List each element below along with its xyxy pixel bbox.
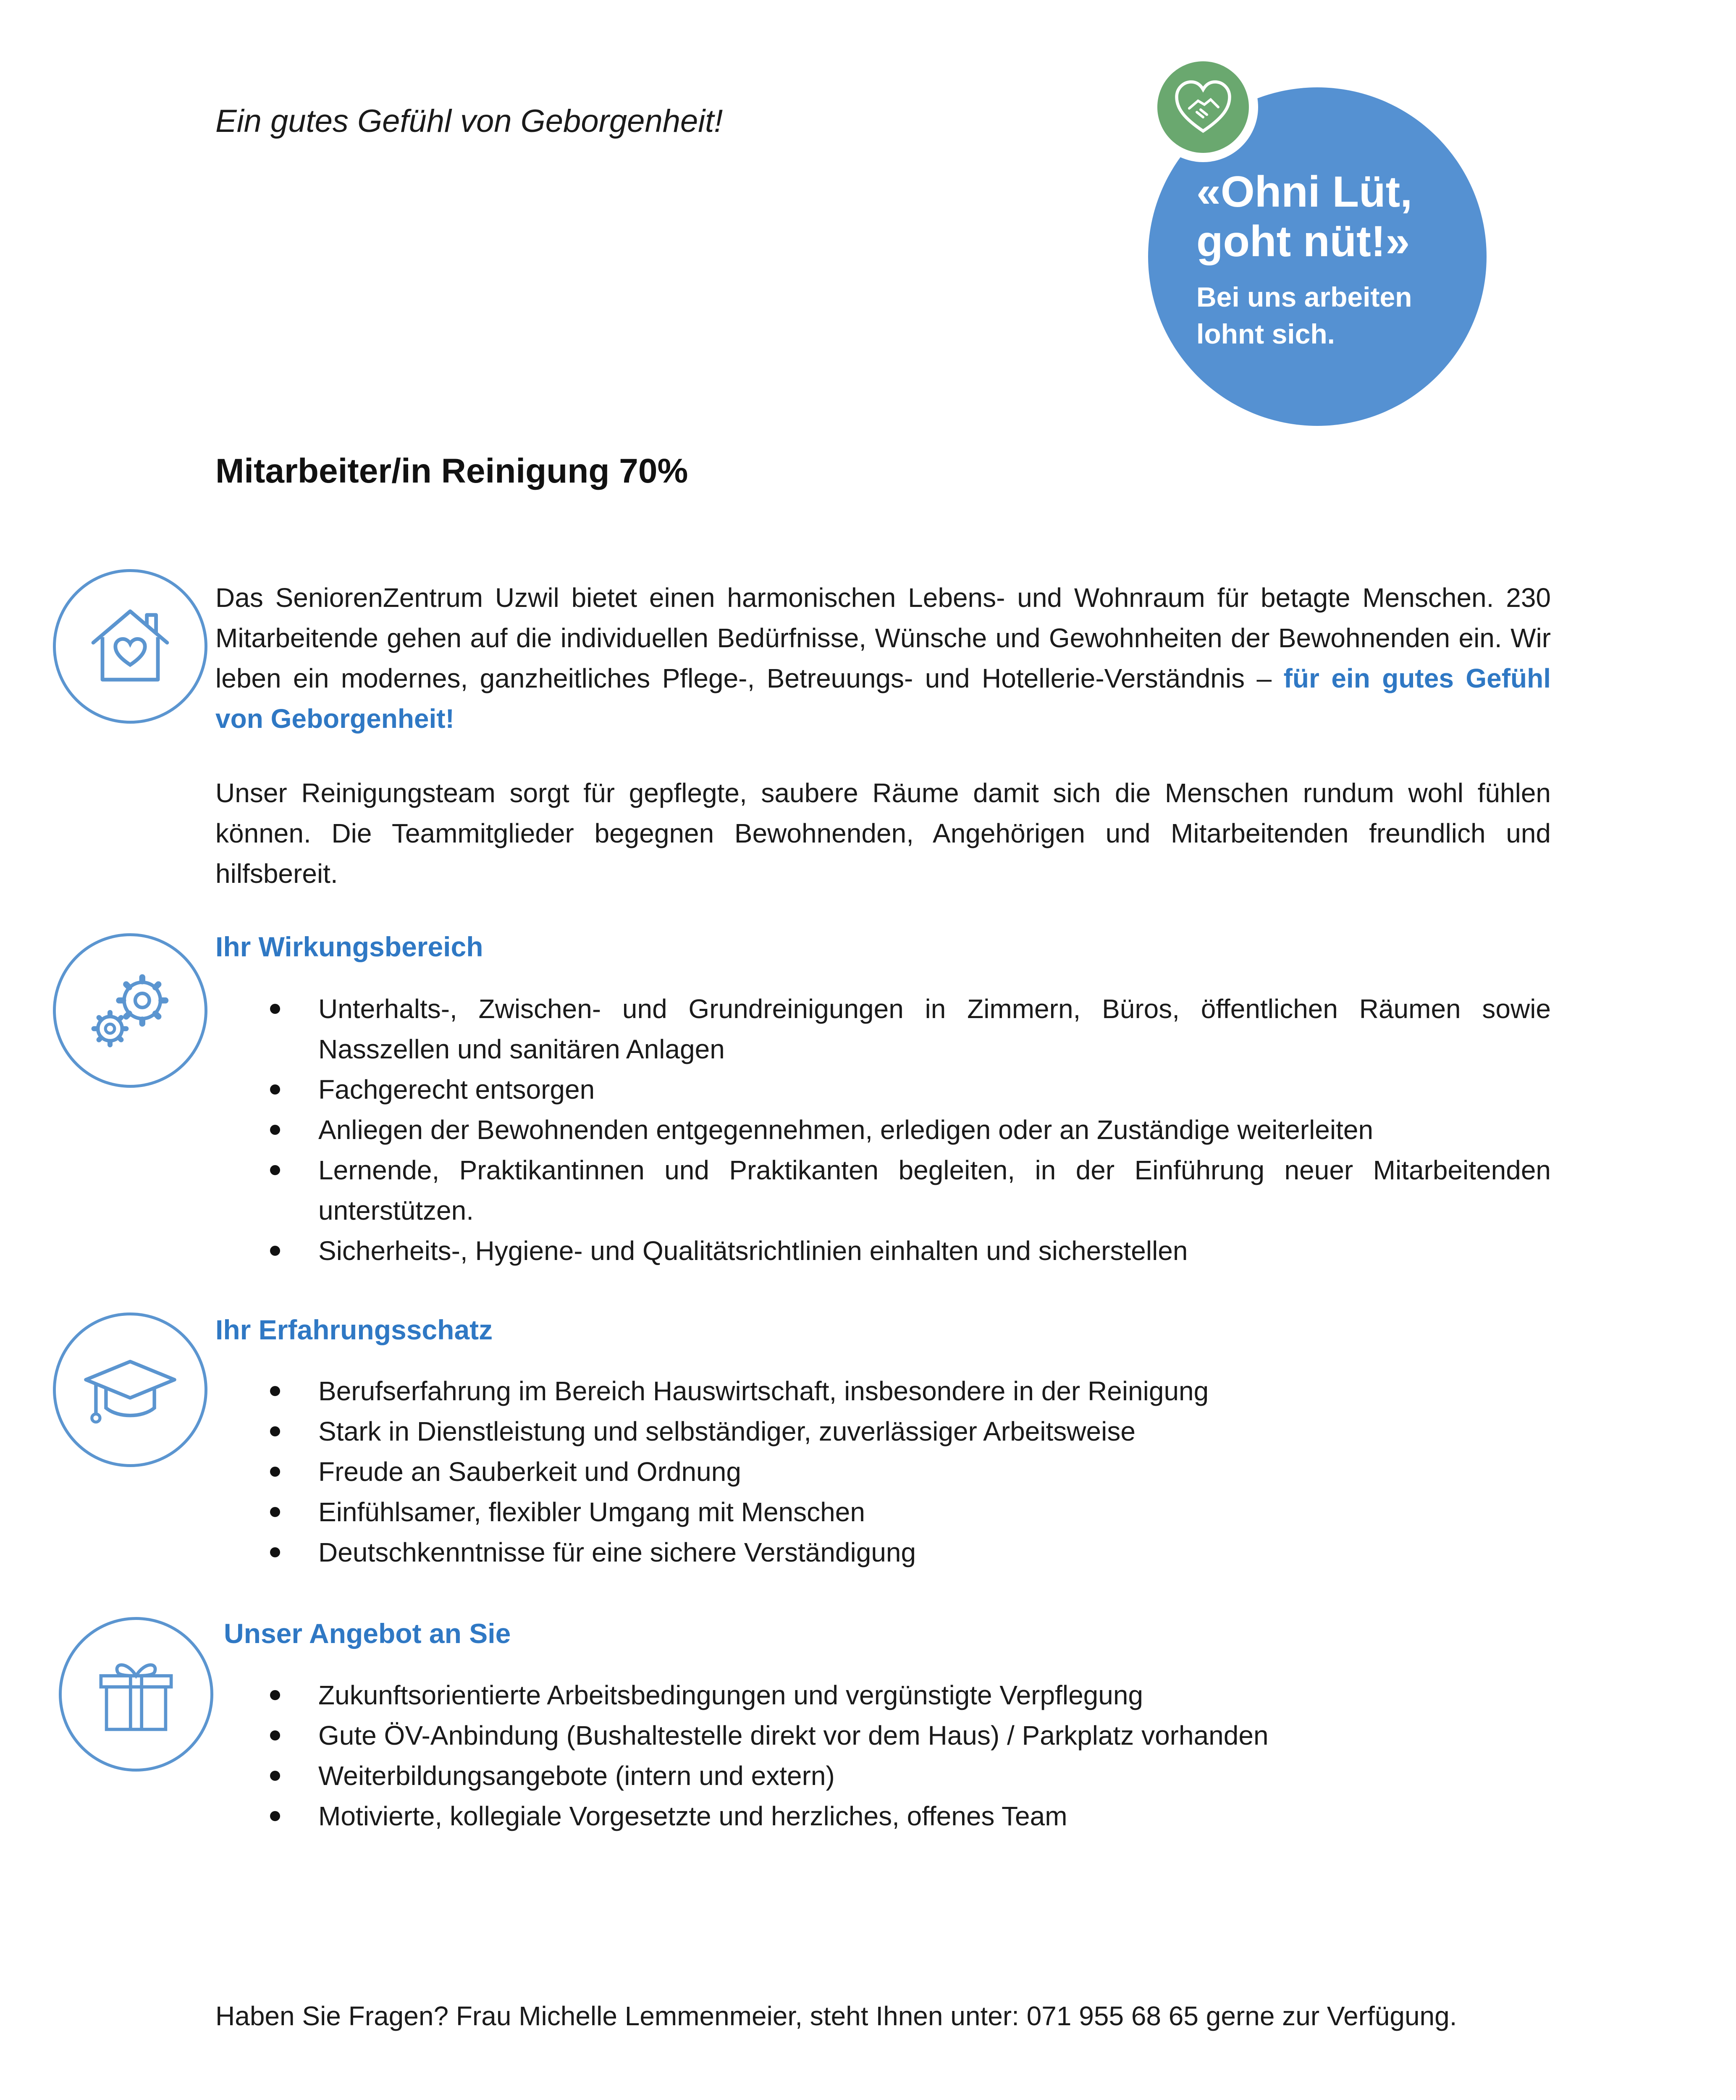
section-title-wirkungsbereich: Ihr Wirkungsbereich bbox=[215, 931, 483, 962]
list-item: Freude an Sauberkeit und Ordnung bbox=[215, 1452, 1551, 1492]
list-erfahrungsschatz bbox=[215, 1371, 1551, 1572]
team-paragraph: Unser Reinigungsteam sorgt für gepflegte, saubere Räume damit sich die Menschen rundum wohl fühlen können. Die Teammitglieder begegnen Bewohnenden, Angehörigen und Mitarbeitenden freundlich und hilfsbereit. bbox=[215, 778, 1551, 889]
intro-paragraph bbox=[215, 578, 1551, 739]
list-item: Zukunftsorientierte Arbeitsbedingungen und vergünstigte Verpflegung bbox=[215, 1675, 1551, 1715]
job-title: Mitarbeiter/in Reinigung 70% bbox=[215, 452, 688, 490]
list-item: Einfühlsamer, flexibler Umgang mit Menschen bbox=[215, 1492, 1551, 1532]
badge-subtext: Bei uns arbeiten lohnt sich. bbox=[1196, 281, 1412, 349]
list-item: Unterhalts-, Zwischen- und Grundreinigungen in Zimmern, Büros, öffentlichen Räumen sowie Nasszellen und sanitären Anlagen bbox=[215, 989, 1551, 1069]
house-heart-icon bbox=[53, 569, 207, 724]
list-item: Sicherheits-, Hygiene- und Qualitätsrichtlinien einhalten und sicherstellen bbox=[215, 1231, 1551, 1271]
list-item: Berufserfahrung im Bereich Hauswirtschaft, insbesondere in der Reinigung bbox=[215, 1371, 1551, 1411]
list-item: Gute ÖV-Anbindung (Bushaltestelle direkt vor dem Haus) / Parkplatz vorhanden bbox=[215, 1715, 1551, 1756]
list-wirkungsbereich bbox=[215, 989, 1551, 1271]
handshake-heart-icon bbox=[1148, 52, 1258, 162]
list-angebot bbox=[215, 1675, 1551, 1836]
gears-icon bbox=[53, 933, 207, 1088]
list-item: Weiterbildungsangebote (intern und extern) bbox=[215, 1756, 1551, 1796]
intro-highlight: für ein gutes Gefühl von Geborgenheit! bbox=[215, 663, 1551, 734]
intro-text: Das SeniorenZentrum Uzwil bietet einen harmonischen Lebens- und Wohnraum für betagte Menschen. 230 Mitarbeitende gehen auf die individuellen Bedürfnisse, Wünsche und Gewohnheiten der Bewohnenden ein. Wir leben ein modernes, ganzheitliches Pflege-, Betreuungs- und Hotellerie-Verständnis – bbox=[215, 583, 1551, 693]
graduation-cap-icon bbox=[53, 1312, 207, 1467]
slogan: Ein gutes Gefühl von Geborgenheit! bbox=[215, 103, 723, 139]
section-title-erfahrungsschatz: Ihr Erfahrungsschatz bbox=[215, 1314, 493, 1345]
list-item: Deutschkenntnisse für eine sichere Verständigung bbox=[215, 1532, 1551, 1572]
gift-icon bbox=[59, 1617, 213, 1772]
list-item: Motivierte, kollegiale Vorgesetzte und herzliches, offenes Team bbox=[215, 1796, 1551, 1836]
list-item: Anliegen der Bewohnenden entgegennehmen, erledigen oder an Zuständige weiterleiten bbox=[215, 1110, 1551, 1150]
list-item: Lernende, Praktikantinnen und Praktikanten begleiten, in der Einführung neuer Mitarbeitenden unterstützen. bbox=[215, 1150, 1551, 1231]
contact-text: Haben Sie Fragen? Frau Michelle Lemmenmeier, steht Ihnen unter: 071 955 68 65 gerne zur Verfügung. bbox=[215, 2001, 1457, 2031]
section-title-angebot: Unser Angebot an Sie bbox=[224, 1618, 511, 1649]
list-item: Fachgerecht entsorgen bbox=[215, 1069, 1551, 1110]
list-item: Stark in Dienstleistung und selbständiger, zuverlässiger Arbeitsweise bbox=[215, 1411, 1551, 1452]
badge-quote: «Ohni Lüt, goht nüt!» bbox=[1196, 168, 1413, 266]
